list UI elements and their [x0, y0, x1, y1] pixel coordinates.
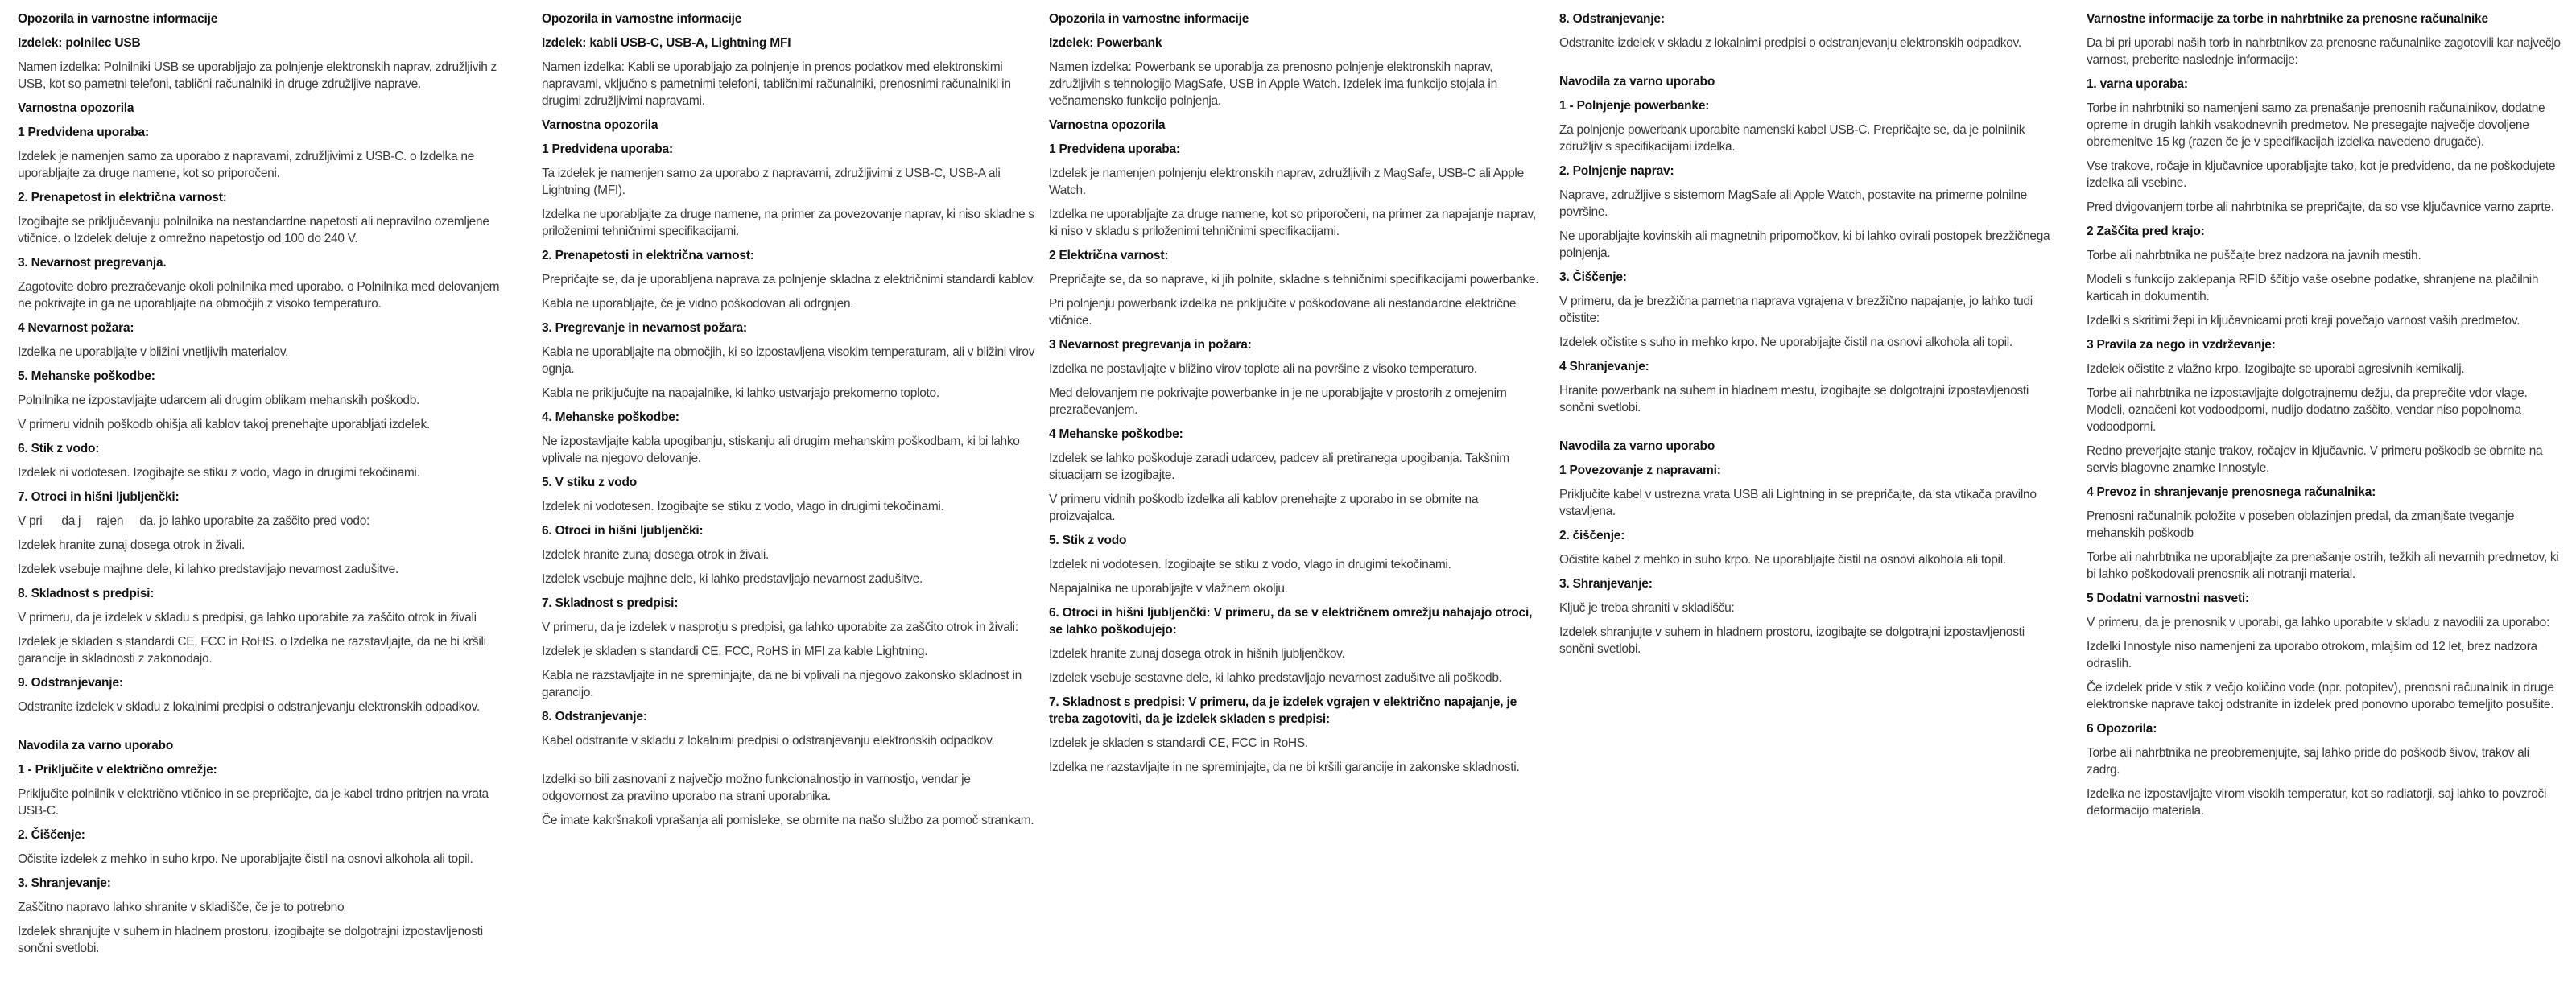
paragraph: Polnilnika ne izpostavljajte udarcem ali drugim oblikam mehanskih poškodb.: [18, 394, 420, 407]
paragraph: Modeli s funkcijo zaklepanja RFID ščitijo vaše osebne podatke, shranjene na plačilnih karticah in dokumentih.: [2087, 273, 2542, 303]
paragraph: Naprave, združljive s sistemom MagSafe ali Apple Watch, postavite na primerne polnilne površine.: [1559, 188, 2031, 219]
section-heading: 1 Predvidena uporaba:: [1049, 142, 1180, 156]
paragraph: V primeru, da je brezžična pametna naprava vgrajena v brezžično napajanje, jo lahko tudi očistite:: [1559, 295, 2036, 325]
paragraph: V primeru, da je prenosnik v uporabi, ga lahko uporabite v skladu z navodili za uporabo:: [2087, 616, 2550, 629]
section-heading: Izdelek: polnilec USB: [18, 36, 141, 50]
section-heading: 5. Stik z vodo: [1049, 534, 1127, 547]
paragraph: Izdelki s skritimi žepi in ključavnicami proti kraji povečajo varnost vaših predmetov.: [2087, 314, 2520, 328]
column-laptop-bags: [2087, 10, 2563, 827]
section-heading: 4 Shranjevanje:: [1559, 360, 1649, 373]
section-heading: 5. V stiku z vodo: [542, 476, 638, 489]
paragraph: Izdelek očistite z vlažno krpo. Izogibajte se uporabi agresivnih kemikalij.: [2087, 362, 2465, 376]
paragraph: Izdelek shranjujte v suhem in hladnem prostoru, izogibajte se dolgotrajni izpostavljenosti sončni svetlobi.: [18, 925, 486, 955]
paragraph: Ne izpostavljajte kabla upogibanju, stiskanju ali drugim mehanskim poškodbam, ki bi lahko vplivale na njegovo delovanje.: [542, 435, 1023, 465]
section-heading: 4 Nevarnost požara:: [18, 321, 134, 335]
paragraph: Torbe ali nahrbtnika ne uporabljajte za prenašanje ostrih, težkih ali nevarnih predmetov, ki bi lahko poškodovali prenosnik ali notranji material.: [2087, 550, 2562, 581]
paragraph: Med delovanjem ne pokrivajte powerbanke in je ne uporabljajte v prostorih z omejenim prezračevanjem.: [1049, 386, 1510, 417]
paragraph: Izdelka ne postavljajte v bližino virov toplote ali na površine z visoko temperaturo.: [1049, 362, 1477, 376]
column-powerbank-usage: [1559, 10, 2056, 665]
paragraph: Izdelek očistite s suho in mehko krpo. Ne uporabljajte čistil na osnovi alkohola ali topil.: [1559, 336, 2013, 349]
paragraph: Odstranite izdelek v skladu z lokalnimi predpisi o odstranjevanju elektronskih odpadkov.: [18, 700, 480, 714]
section-heading: Opozorila in varnostne informacije: [542, 12, 742, 26]
paragraph: Torbe in nahrbtniki so namenjeni samo za prenašanje prenosnih računalnikov, dodatne opreme in drugih lahkih vsakodnevnih predmetov. Ne presegajte največje dovoljene obremenitve 15 kg (razen če je v specifikacijah izdelka navedeno drugače).: [2087, 101, 2549, 149]
section-heading: 6. Stik z vodo:: [18, 442, 100, 456]
paragraph: Torbe ali nahrbtnika ne puščajte brez nadzora na javnih mestih.: [2087, 249, 2421, 262]
paragraph: Prenosni računalnik položite v poseben oblazinjen predal, da zmanjšate tveganje mehanskih poškodb: [2087, 509, 2518, 540]
section-heading: Izdelek: Powerbank: [1049, 36, 1162, 50]
column-powerbank: [1049, 10, 1544, 783]
paragraph: V pri da j rajen da, jo lahko uporabite za zaščito pred vodo:: [18, 514, 370, 528]
paragraph: Izdelka ne uporabljajte v bližini vnetljivih materialov.: [18, 345, 289, 359]
section-heading: Opozorila in varnostne informacije: [18, 12, 218, 26]
paragraph: Izdelek hranite zunaj dosega otrok in hišnih ljubljenčkov.: [1049, 647, 1345, 661]
section-heading: Varnostna opozorila: [542, 118, 658, 132]
paragraph: Če imate kakršnakoli vprašanja ali pomisleke, se obrnite na našo službo za pomoč strankam.: [542, 814, 1034, 827]
paragraph: Izdelek ni vodotesen. Izogibajte se stiku z vodo, vlago in drugimi tekočinami.: [1049, 558, 1451, 571]
paragraph: Za polnjenje powerbank uporabite namenski kabel USB-C. Prepričajte se, da je polnilnik združljiv s specifikacijami izdelka.: [1559, 123, 2029, 154]
section-heading: 1 - Priključite v električno omrežje:: [18, 763, 217, 777]
paragraph: Redno preverjajte stanje trakov, ročajev in ključavnic. V primeru poškodb se obrnite na servis blagovne znamke Innostyle.: [2087, 444, 2546, 475]
section-heading: 1 - Polnjenje powerbanke:: [1559, 99, 1710, 113]
paragraph: Zagotovite dobro prezračevanje okoli polnilnika med uporabo. o Polnilnika med delovanjem ne pokrivajte in ga ne uporabljajte na območjih z visoko temperaturo.: [18, 280, 503, 311]
section-heading: 3. Shranjevanje:: [1559, 577, 1653, 591]
section-heading: 2. Čiščenje:: [18, 828, 85, 842]
column-usb-charger: [18, 10, 514, 964]
section-heading: 2. Polnjenje naprav:: [1559, 164, 1674, 178]
section-heading: 2. čiščenje:: [1559, 529, 1625, 542]
paragraph: Če izdelek pride v stik z večjo količino vode (npr. potopitev), prenosni računalnik in druge elektronske naprave takoj odstranite in izdelek pred ponovno uporabo temeljito posušite.: [2087, 681, 2557, 711]
section-heading: 5. Mehanske poškodbe:: [18, 369, 155, 383]
paragraph: Izdelka ne uporabljajte za druge namene, kot so priporočeni, na primer za napajanje naprav, ki niso v skladu s priloženimi tehničnimi specifikacijami.: [1049, 208, 1539, 238]
section-heading: Varnostna opozorila: [18, 101, 134, 115]
section-heading: Navodila za varno uporabo: [18, 739, 174, 752]
paragraph: Vse trakove, ročaje in ključavnice uporabljajte tako, kot je predvideno, da ne poškodujete izdelka ali vsebine.: [2087, 159, 2559, 190]
paragraph: Priključite polnilnik v električno vtičnico in se prepričajte, da je kabel trdno pritrjen na vrata USB-C.: [18, 787, 492, 818]
section-heading: 2. Prenapetost in električna varnost:: [18, 191, 227, 204]
section-heading: 7. Skladnost s predpisi: V primeru, da je izdelek vgrajen v električno napajanje, je treba zagotoviti, da je izdelek skladen s predpisi:: [1049, 695, 1521, 726]
paragraph: Prepričajte se, da so naprave, ki jih polnite, skladne s tehničnimi specifikacijami powerbanke.: [1049, 273, 1539, 287]
section-heading: 6. Otroci in hišni ljubljenčki: V primeru, da se v električnem omrežju nahajajo otroci, se lahko poškodujejo:: [1049, 606, 1536, 637]
section-heading: 1 Povezovanje z napravami:: [1559, 464, 1721, 477]
section-heading: 1. varna uporaba:: [2087, 77, 2188, 91]
paragraph: Izdelek ni vodotesen. Izogibajte se stiku z vodo, vlago in drugimi tekočinami.: [18, 466, 420, 480]
paragraph: Odstranite izdelek v skladu z lokalnimi predpisi o odstranjevanju elektronskih odpadkov.: [1559, 36, 2021, 50]
paragraph: Izdelek hranite zunaj dosega otrok in živali.: [18, 538, 246, 552]
section-heading: 4. Mehanske poškodbe:: [542, 410, 679, 424]
paragraph: Zaščitno napravo lahko shranite v skladišče, če je to potrebno: [18, 901, 345, 914]
paragraph: Napajalnika ne uporabljajte v vlažnem okolju.: [1049, 582, 1288, 596]
paragraph: Izdelek se lahko poškoduje zaradi udarcev, padcev ali pretiranega upogibanja. Takšnim situacijam se izogibajte.: [1049, 451, 1513, 482]
section-heading: 3. Čiščenje:: [1559, 270, 1627, 284]
paragraph: Namen izdelka: Kabli se uporabljajo za polnjenje in prenos podatkov med elektronskimi napravami, vključno s pametnimi telefoni, tabličnimi računalniki, prenosnimi računalniki in drugimi združljivimi napravami.: [542, 60, 1014, 108]
paragraph: Pri polnjenju powerbank izdelka ne priključite v poškodovane ali nestandardne električne vtičnice.: [1049, 297, 1520, 328]
section-heading: 1 Predvidena uporaba:: [18, 126, 149, 139]
section-heading: Varnostna opozorila: [1049, 118, 1166, 132]
section-heading: 9. Odstranjevanje:: [18, 676, 123, 690]
paragraph: Hranite powerbank na suhem in hladnem mestu, izogibajte se dolgotrajni izpostavljenosti sončni svetlobi.: [1559, 384, 2033, 414]
section-heading: 3 Pravila za nego in vzdrževanje:: [2087, 338, 2276, 352]
paragraph: Izdelek shranjujte v suhem in hladnem prostoru, izogibajte se dolgotrajni izpostavljenosti sončni svetlobi.: [1559, 625, 2028, 656]
section-heading: Izdelek: kabli USB-C, USB-A, Lightning MFI: [542, 36, 791, 50]
section-heading: 6 Opozorila:: [2087, 722, 2157, 736]
section-heading: 7. Skladnost s predpisi:: [542, 596, 679, 610]
paragraph: Ključ je treba shraniti v skladišču:: [1559, 601, 1735, 615]
section-heading: 2. Prenapetosti in električna varnost:: [542, 249, 754, 262]
paragraph: Očistite kabel z mehko in suho krpo. Ne uporabljajte čistil na osnovi alkohola ali topil.: [1559, 553, 2006, 567]
section-heading: Navodila za varno uporabo: [1559, 75, 1715, 89]
paragraph: V primeru, da je izdelek v nasprotju s predpisi, ga lahko uporabite za zaščito otrok in živali:: [542, 621, 1018, 634]
paragraph: Izdelek vsebuje majhne dele, ki lahko predstavljajo nevarnost zadušitve.: [18, 563, 398, 576]
paragraph: Izdelki Innostyle niso namenjeni za uporabo otrokom, mlajšim od 12 let, brez nadzora odraslih.: [2087, 640, 2541, 670]
paragraph: Izdelka ne razstavljajte in ne spreminjajte, da ne bi kršili garancije in zakonske skladnosti.: [1049, 761, 1520, 774]
section-heading: 3. Nevarnost pregrevanja.: [18, 256, 167, 270]
section-heading: 5 Dodatni varnostni nasveti:: [2087, 592, 2249, 605]
section-heading: 1 Predvidena uporaba:: [542, 142, 673, 156]
paragraph: V primeru vidnih poškodb ohišja ali kablov takoj prenehajte uporabljati izdelek.: [18, 418, 430, 431]
paragraph: Izdelka ne izpostavljajte virom visokih temperatur, kot so radiatorji, saj lahko to povzroči deformacijo materiala.: [2087, 787, 2550, 818]
section-heading: Varnostne informacije za torbe in nahrbtnike za prenosne računalnike: [2087, 12, 2488, 26]
section-heading: 2 Zaščita pred krajo:: [2087, 225, 2205, 238]
paragraph: Izdelek je skladen s standardi CE, FCC in RoHS. o Izdelka ne razstavljajte, da ne bi kršili garancije in skladnosti z zakonodajo.: [18, 635, 489, 666]
paragraph: Kabla ne uporabljajte na območjih, ki so izpostavljena visokim temperaturam, ali v bližini virov ognja.: [542, 345, 1038, 376]
paragraph: Prepričajte se, da je uporabljena naprava za polnjenje skladna z električnimi standardi kablov.: [542, 273, 1036, 287]
paragraph: Izdelek je namenjen samo za uporabo z napravami, združljivimi z USB-C. o Izdelka ne uporabljajte za druge namene, kot so priporočeni.: [18, 150, 477, 180]
paragraph: Izdelek je namenjen polnjenju elektronskih naprav, združljivih z MagSafe, USB-C ali Apple Watch.: [1049, 167, 1527, 197]
paragraph: Izdelka ne uporabljajte za druge namene, na primer za povezovanje naprav, ki niso skladne s priloženimi tehničnimi specifikacijami.: [542, 208, 1038, 238]
section-heading: 8. Odstranjevanje:: [1559, 12, 1665, 26]
paragraph: Namen izdelka: Polnilniki USB se uporabljajo za polnjenje elektronskih naprav, združljivih z USB, kot so pametni telefoni, tablični računalniki in druge združljive naprave.: [18, 60, 501, 91]
paragraph: Da bi pri uporabi naših torb in nahrbtnikov za prenosne računalnike zagotovili kar največjo varnost, preberite naslednje informacije:: [2087, 36, 2564, 67]
paragraph: Pred dvigovanjem torbe ali nahrbtnika se prepričajte, da so vse ključavnice varno zaprte.: [2087, 200, 2554, 214]
section-heading: 3. Shranjevanje:: [18, 876, 111, 890]
section-heading: 3. Pregrevanje in nevarnost požara:: [542, 321, 747, 335]
section-heading: 2 Električna varnost:: [1049, 249, 1169, 262]
paragraph: Ta izdelek je namenjen samo za uporabo z napravami, združljivimi z USB-C, USB-A ali Lightning (MFI).: [542, 167, 1004, 197]
paragraph: Izdelek hranite zunaj dosega otrok in živali.: [542, 548, 770, 562]
paragraph: Kabel odstranite v skladu z lokalnimi predpisi o odstranjevanju elektronskih odpadkov.: [542, 734, 995, 748]
paragraph: Izdelek je skladen s standardi CE, FCC in RoHS.: [1049, 736, 1308, 750]
paragraph: Kabla ne razstavljajte in ne spreminjajte, da ne bi vplivali na njegovo zakonsko skladnost in garancijo.: [542, 669, 1025, 699]
paragraph: Kabla ne priključujte na napajalnike, ki lahko ustvarjajo prekomerno toploto.: [542, 386, 939, 400]
section-heading: 4 Prevoz in shranjevanje prenosnega računalnika:: [2087, 485, 2376, 499]
paragraph: Izdelki so bili zasnovani z največjo možno funkcionalnostjo in varnostjo, vendar je odgovornost za pravilno uporabo na strani uporabnika.: [542, 773, 974, 803]
section-heading: 3 Nevarnost pregrevanja in požara:: [1049, 338, 1252, 352]
paragraph: Očistite izdelek z mehko in suho krpo. Ne uporabljajte čistil na osnovi alkohola ali topil.: [18, 852, 473, 866]
section-heading: 7. Otroci in hišni ljubljenčki:: [18, 490, 180, 504]
paragraph: Izogibajte se priključevanju polnilnika na nestandardne napetosti ali nepravilno ozemljene vtičnice. o Izdelek deluje z omrežno napetostjo od 100 do 240 V.: [18, 215, 493, 245]
paragraph: Torbe ali nahrbtnika ne preobremenjujte, saj lahko pride do poškodb šivov, trakov ali zadrg.: [2087, 746, 2533, 777]
paragraph: Izdelek vsebuje sestavne dele, ki lahko predstavljajo nevarnost zadušitve ali poškodb.: [1049, 671, 1502, 685]
paragraph: Ne uporabljajte kovinskih ali magnetnih pripomočkov, ki bi lahko ovirali postopek brezžičnega polnjenja.: [1559, 229, 2054, 260]
section-heading: Opozorila in varnostne informacije: [1049, 12, 1249, 26]
paragraph: Izdelek vsebuje majhne dele, ki lahko predstavljajo nevarnost zadušitve.: [542, 572, 923, 586]
section-heading: 8. Odstranjevanje:: [542, 710, 647, 724]
paragraph: V primeru, da je izdelek v skladu s predpisi, ga lahko uporabite za zaščito otrok in živali: [18, 611, 477, 625]
paragraph: Namen izdelka: Powerbank se uporablja za prenosno polnjenje elektronskih naprav, združljivih s tehnologijo MagSafe, USB in Apple Watch. Izdelek ima funkcijo stojala in večnamensko funkcijo polnjenja.: [1049, 60, 1501, 108]
section-heading: 6. Otroci in hišni ljubljenčki:: [542, 524, 704, 538]
section-heading: 8. Skladnost s predpisi:: [18, 587, 155, 600]
section-heading: 4 Mehanske poškodbe:: [1049, 427, 1183, 441]
paragraph: Priključite kabel v ustrezna vrata USB ali Lightning in se prepričajte, da sta vtikača pravilno vstavljena.: [1559, 488, 2040, 518]
section-heading: Navodila za varno uporabo: [1559, 439, 1715, 453]
column-cables: [542, 10, 1038, 836]
paragraph: Izdelek je skladen s standardi CE, FCC, RoHS in MFI za kable Lightning.: [542, 645, 928, 658]
paragraph: Torbe ali nahrbtnika ne izpostavljajte dolgotrajnemu dežju, da preprečite vdor vlage. Modeli, označeni kot vodoodporni, nudijo dodatno zaščito, vendar niso popolnoma vodoodporni.: [2087, 386, 2531, 434]
paragraph: Kabla ne uporabljajte, če je vidno poškodovan ali odrgnjen.: [542, 297, 854, 311]
paragraph: Izdelek ni vodotesen. Izogibajte se stiku z vodo, vlago in drugimi tekočinami.: [542, 500, 944, 513]
paragraph: V primeru vidnih poškodb izdelka ali kablov prenehajte z uporabo in se obrnite na proizvajalca.: [1049, 493, 1482, 523]
